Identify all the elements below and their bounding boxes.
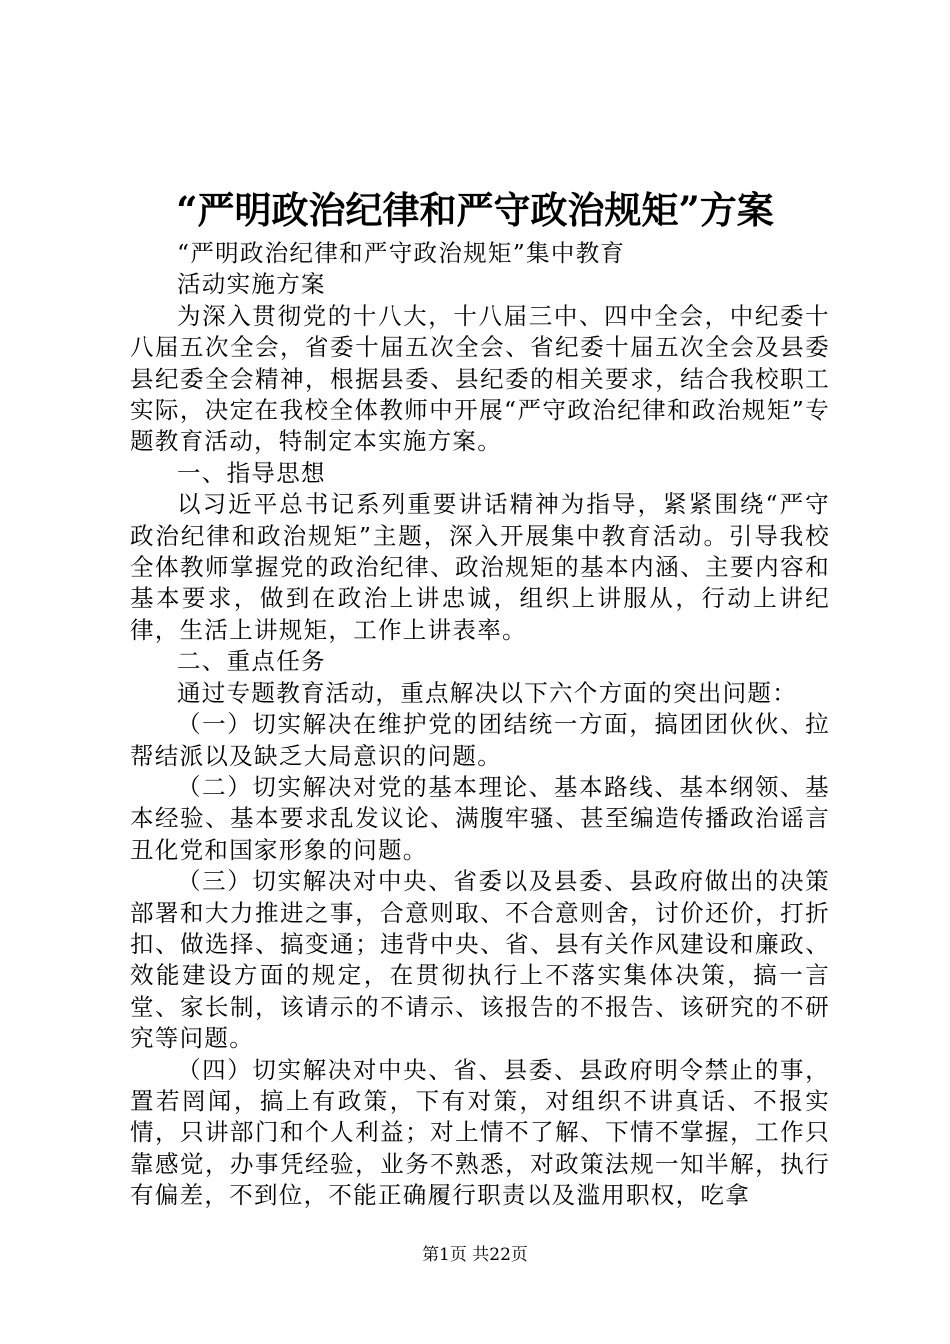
subtitle-line-1: “严明政治纪律和严守政治规矩”集中教育 xyxy=(177,239,626,267)
subtitle-line-2: 活动实施方案 xyxy=(177,270,326,299)
paragraph-task-2: （二）切实解决对党的基本理论、基本路线、基本纲领、基本经验、基本要求乱发议论、满腹牢骚、甚至编造传播政治谣言丑化党和国家形象的问题。 xyxy=(130,772,830,864)
section-heading-key-tasks: 二、重点任务 xyxy=(177,647,326,676)
paragraph-guiding-thought: 以习近平总书记系列重要讲话精神为指导，紧紧围绕“严守政治纪律和政治规矩”主题，深入开展集中教育活动。引导我校全体教师掌握党的政治纪律、政治规矩的基本内涵、主要内容和基本要求，做到在政治上讲忠诚，组织上讲服从，行动上讲纪律，生活上讲规矩，工作上讲表率。 xyxy=(130,490,830,644)
section-heading-guiding-thought: 一、指导思想 xyxy=(177,458,326,487)
paragraph-intro: 为深入贯彻党的十八大，十八届三中、四中全会，中纪委十八届五次全会，省委十届五次全会、省纪委十届五次全会及县委县纪委全会精神，根据县委、县纪委的相关要求，结合我校职工实际，决定在我校全体教师中开展“严守政治纪律和政治规矩”专题教育活动，特制定本实施方案。 xyxy=(130,301,830,456)
document-body xyxy=(130,238,830,1212)
paragraph-task-4: （四）切实解决对中央、省、县委、县政府明令禁止的事，置若罔闻，搞上有政策，下有对策，对组织不讲真话、不报实情，只讲部门和个人利益；对上情不了解、下情不掌握，工作只靠感觉，办事凭经验，业务不熟悉，对政策法规一知半解，执行有偏差，不到位，不能正确履行职责以及滥用职权，吃拿 xyxy=(130,1055,830,1210)
page-footer: 第1页 共22页 xyxy=(422,1245,528,1265)
paragraph-key-tasks-intro: 通过专题教育活动，重点解决以下六个方面的突出问题： xyxy=(177,678,797,707)
document-title: “严明政治纪律和严守政治规矩”方案 xyxy=(176,188,774,232)
paragraph-task-3: （三）切实解决对中央、省委以及县委、县政府做出的决策部署和大力推进之事，合意则取、不合意则舍，讨价还价，打折扣、做选择、搞变通；违背中央、省、县有关作风建设和廉政、效能建设方面的规定，在贯彻执行上不落实集体决策，搞一言堂、家长制，该请示的不请示、该报告的不报告、该研究的不研究等问题。 xyxy=(130,867,830,1053)
paragraph-task-1: （一）切实解决在维护党的团结统一方面，搞团团伙伙、拉帮结派以及缺乏大局意识的问题。 xyxy=(130,710,830,770)
